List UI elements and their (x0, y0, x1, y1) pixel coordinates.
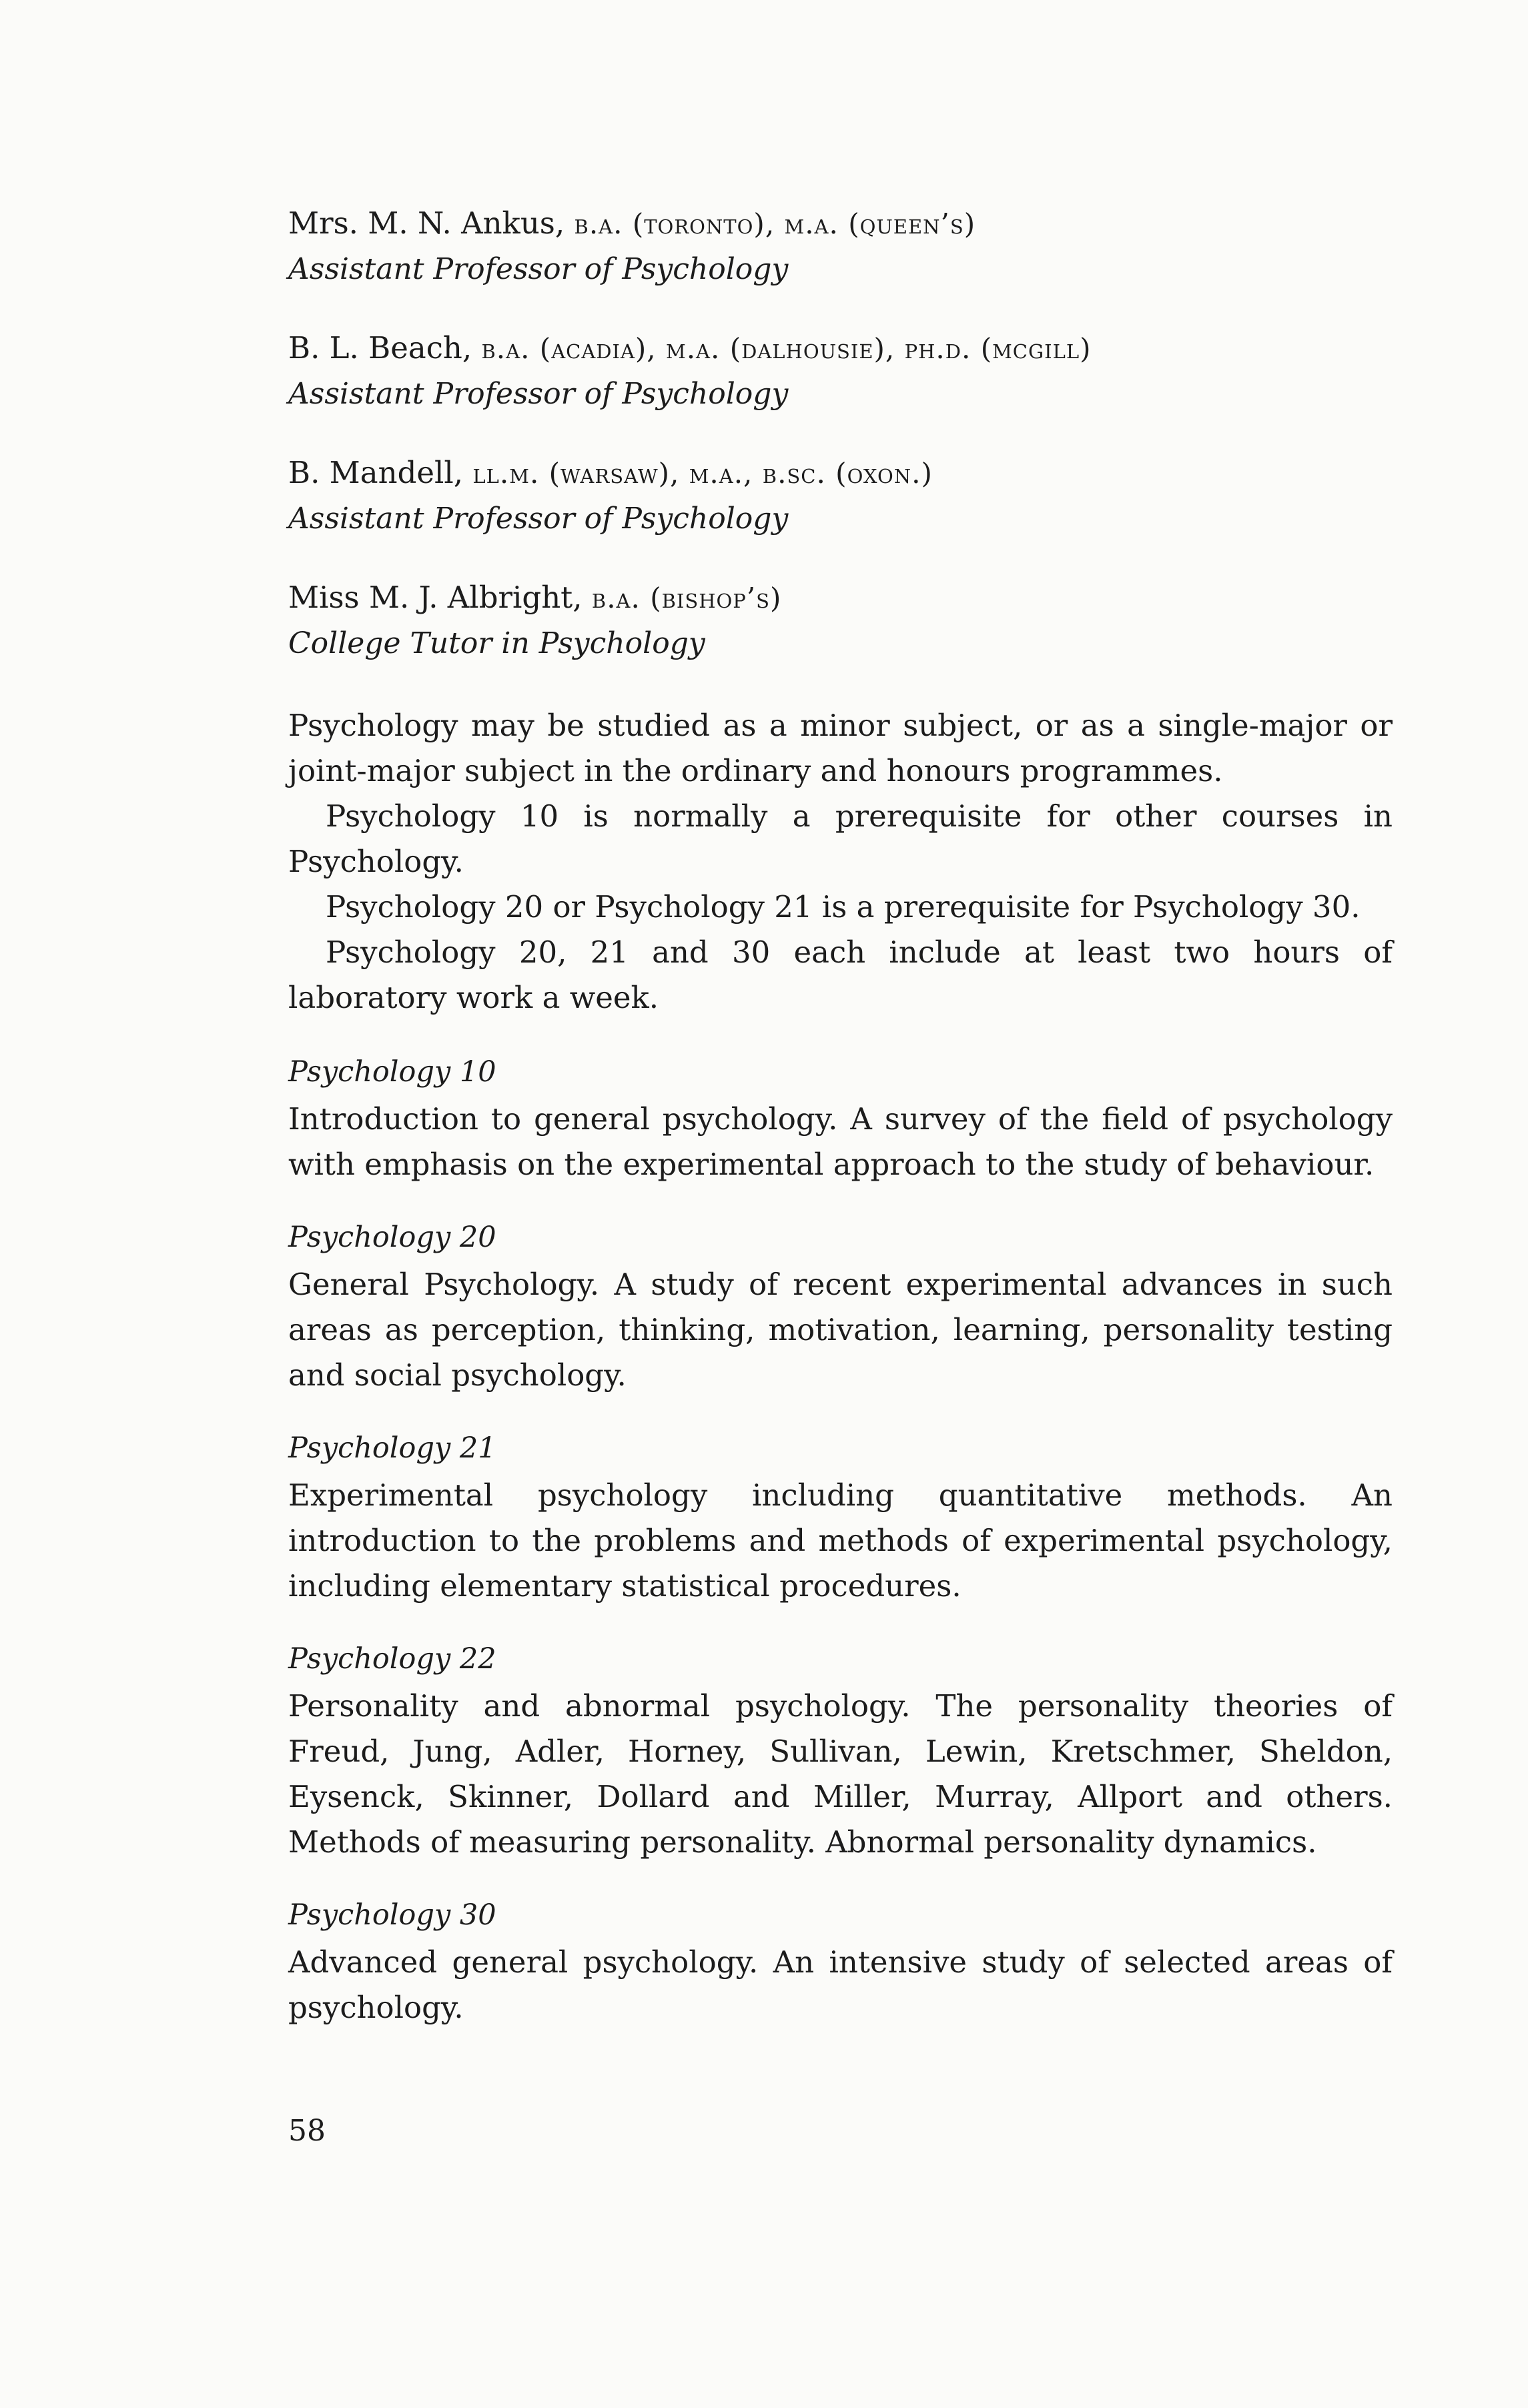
course-entry (288, 1637, 1393, 1865)
course-entry (288, 1893, 1393, 2030)
course-description: Personality and abnormal psychology. The personality theories of Freud, Jung, Adler, Horney, Sullivan, Lewin, Kretschmer, Sheldon, Eysenck, Skinner, Dollard and Miller, Murray, Allport and others. Methods of measuring personality. Abnormal personality dynamics. (288, 1688, 1393, 1860)
course-title: Psychology 22 (288, 1642, 496, 1676)
faculty-degrees: b.a. (acadia), m.a. (dalhousie), ph.d. (mcgill) (481, 332, 1092, 365)
faculty-title: Assistant Professor of Psychology (288, 377, 789, 411)
faculty-name (288, 574, 1393, 622)
course-title: Psychology 21 (288, 1431, 496, 1465)
faculty-entry (288, 574, 1393, 666)
faculty-entry (288, 200, 1393, 291)
page-number: 58 (288, 2114, 326, 2148)
faculty-degrees: ll.m. (warsaw), m.a., b.sc. (oxon.) (472, 457, 933, 490)
faculty-entry (288, 325, 1393, 416)
faculty-name-text: B. L. Beach, (288, 330, 482, 366)
course-description: General Psychology. A study of recent experimental advances in such areas as perception, thinking, motivation, learning, personality testing and social psychology. (288, 1267, 1393, 1393)
course-entry (288, 1050, 1393, 1187)
faculty-entry (288, 450, 1393, 541)
course-title: Psychology 20 (288, 1221, 496, 1254)
faculty-degrees: b.a. (toronto), m.a. (queen’s) (574, 207, 976, 240)
intro-section (288, 703, 1393, 1021)
faculty-name (288, 450, 1393, 497)
intro-paragraph: Psychology may be studied as a minor subject, or as a single-major or joint-major subject in the ordinary and honours programmes. (288, 708, 1393, 788)
faculty-title: Assistant Professor of Psychology (288, 502, 789, 536)
document-page (288, 200, 1393, 2058)
intro-paragraph: Psychology 20 or Psychology 21 is a prerequisite for Psychology 30. (326, 889, 1361, 925)
faculty-title: Assistant Professor of Psychology (288, 252, 789, 286)
course-description: Experimental psychology including quantitative methods. An introduction to the problems and methods of experimental psychology, including elementary statistical procedures. (288, 1477, 1393, 1604)
course-title: Psychology 10 (288, 1055, 496, 1089)
faculty-degrees: b.a. (bishop’s) (591, 582, 782, 614)
course-description: Introduction to general psychology. A survey of the field of psychology with emphasis on the experimental approach to the study of behaviour. (288, 1101, 1393, 1182)
faculty-name (288, 325, 1393, 372)
course-description: Advanced general psychology. An intensive study of selected areas of psychology. (288, 1944, 1393, 2025)
intro-paragraph: Psychology 20, 21 and 30 each include at least two hours of laboratory work a week. (288, 935, 1393, 1015)
faculty-name-text: Mrs. M. N. Ankus, (288, 205, 575, 241)
faculty-name-text: B. Mandell, (288, 455, 473, 490)
faculty-title: College Tutor in Psychology (288, 626, 705, 660)
faculty-name-text: Miss M. J. Albright, (288, 580, 592, 615)
intro-paragraph: Psychology 10 is normally a prerequisite for other courses in Psychology. (288, 798, 1393, 879)
course-entry (288, 1426, 1393, 1609)
course-entry (288, 1215, 1393, 1398)
course-title: Psychology 30 (288, 1898, 496, 1932)
faculty-name (288, 200, 1393, 247)
